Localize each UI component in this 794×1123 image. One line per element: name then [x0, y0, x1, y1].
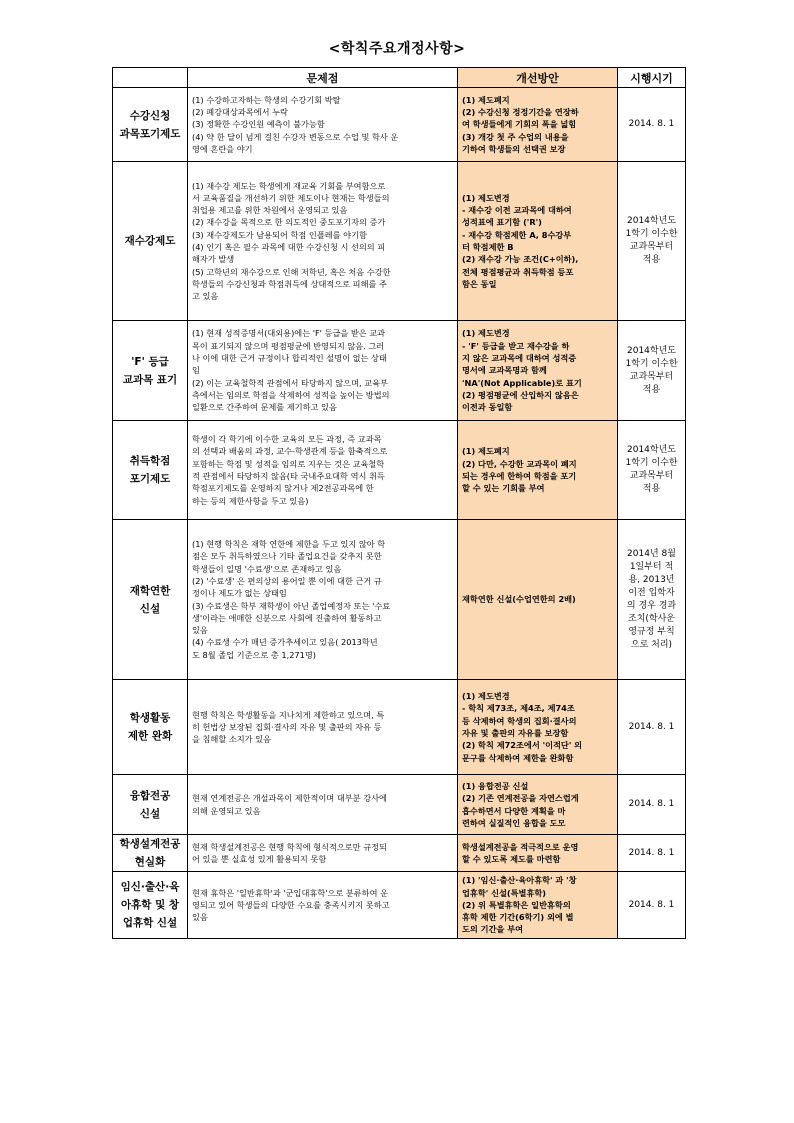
- item-name: [113, 680, 188, 775]
- table-row: [113, 321, 686, 421]
- date-line: 1학기 이수한: [625, 358, 678, 369]
- plan-line: (1) 융합전공 신설: [462, 780, 529, 791]
- header-problem: 문제점: [188, 68, 458, 88]
- problem-line: (2) 폐강대상과목에서 누락: [192, 107, 288, 118]
- page-title: <학칙주요개정사항>: [328, 41, 466, 57]
- problem-line: 의 선택과 배움의 과정, 교수-학생관계 등을 함축적으로: [192, 446, 388, 457]
- date-line: 교과목부터: [629, 471, 674, 481]
- problem-line: (2) '수료생' 은 편의상의 용어일 뿐 이에 대한 근거 규: [192, 575, 382, 586]
- plan-line: (2) 수강신청 정정기간을 연장하: [462, 107, 579, 118]
- date-line: 적용: [642, 384, 661, 395]
- problem-line: 생'이라는 애매한 신분으로 사회에 진출하여 활동하고: [192, 612, 382, 623]
- date-cell: [618, 775, 686, 835]
- table-row: [113, 872, 686, 939]
- problem-line: 일환으로 간주하여 문제를 제기하고 있음: [192, 402, 337, 413]
- item-line: 수강신청: [129, 109, 171, 122]
- problem-line: 학생이 각 학기에 이수한 교육의 모든 과정, 즉 교과목: [192, 434, 382, 445]
- plan-line: (2) 위 특별휴학은 일반휴학의: [462, 899, 571, 910]
- date-line: 적용: [642, 484, 661, 494]
- problem-line: 나 이에 대한 근거 규정이나 합리적인 설명이 없는 상태: [192, 353, 387, 364]
- plan-cell: [458, 775, 618, 835]
- problem-line: 학점포기제도를 운영하지 않거나 제2전공과목에 한: [192, 483, 374, 494]
- problem-line: 영되고 있어 학생들의 다양한 수요를 충족시키지 못하고: [192, 899, 390, 910]
- problem-line: (1) 수강하고자하는 학생의 수강기회 박탈: [192, 94, 341, 105]
- problem-line: 있음: [192, 912, 208, 923]
- plan-line: 할 수 있는 기회를 부여: [462, 483, 545, 494]
- plan-line: (1) 제도변경: [462, 691, 510, 702]
- problem-line: (3) 재수강제도가 남용되어 학점 인플레를 야기함: [192, 229, 367, 240]
- plan-line: (2) 학칙 제72조에서 '이적단' 의: [462, 740, 583, 751]
- date-line: 이전 입학자: [628, 587, 675, 598]
- item-line: 과목포기제도: [119, 127, 181, 140]
- date-cell: [618, 421, 686, 520]
- item-name: [113, 321, 188, 421]
- problem-line: 하는 등의 제한사항을 두고 있음): [192, 495, 309, 506]
- plan-line: (2) 기존 연계전공을 자연스럽게: [462, 793, 579, 804]
- problem-line: 포함하는 학점 및 성적을 임의로 지우는 것은 교육철학: [192, 458, 385, 469]
- plan-line: 명서에 교과목명과 함께: [462, 365, 547, 376]
- plan-line: 함은 동일: [462, 278, 497, 289]
- date-line: 1학기 이수한: [625, 458, 678, 468]
- problem-line: 있음: [192, 625, 208, 636]
- date-line: 2014학년도: [627, 216, 676, 226]
- problem-line: 목이 표기되지 않으며 평점평균에 반영되지 않음. 그러: [192, 340, 385, 351]
- plan-line: 재학연한 신설(수업연한의 2배): [462, 594, 576, 605]
- plan-cell: [458, 872, 618, 939]
- plan-line: (2) 평점평균에 산입하지 않음은: [462, 389, 579, 400]
- plan-line: 할 수 있도록 제도를 마련함: [462, 854, 561, 864]
- problem-line: (2) 재수강을 목적으로 한 의도적인 중도포기자의 증가: [192, 217, 386, 228]
- plan-line: (2) 다만, 수강한 교과목이 폐지: [462, 458, 577, 469]
- plan-line: 등 삭제하여 학생의 집회·결사의: [462, 715, 577, 726]
- problem-line: (1) 재수강 제도는 학생에게 재교육 기회를 부여함으로: [192, 180, 386, 191]
- plan-line: 성적표에 표기함 ('R'): [462, 217, 542, 228]
- table-row: [113, 88, 686, 162]
- item-line: 현실화: [134, 856, 166, 868]
- date-line: 교과목부터: [629, 242, 674, 252]
- problem-cell: [188, 520, 458, 680]
- table-row: [113, 520, 686, 680]
- problem-cell: [188, 421, 458, 520]
- plan-cell: [458, 421, 618, 520]
- problem-line: 을 침해할 소지가 있음: [192, 734, 271, 745]
- plan-line: (1) '임신·출산·육아휴학' 과 '창: [462, 875, 577, 886]
- plan-line: 학생설계전공을 적극적으로 운영: [462, 841, 579, 852]
- problem-line: (1) 현재 성적증명서(대외용)에는 'F' 등급을 받은 교과: [192, 328, 386, 339]
- table-header-row: [113, 68, 686, 88]
- plan-line: (1) 제도폐지: [462, 446, 510, 457]
- plan-line: 이전과 동일함: [462, 402, 513, 413]
- header-item: [113, 68, 188, 88]
- item-name: [113, 162, 188, 321]
- header-date: 시행시기: [618, 68, 686, 88]
- date-line: 1일부터 적: [629, 561, 674, 572]
- date-cell: [618, 321, 686, 421]
- item-line: 융합전공: [129, 789, 171, 802]
- plan-line: 되는 경우에 한하여 학점을 포기: [462, 471, 577, 481]
- date-line: 2014. 8. 1: [628, 119, 675, 129]
- date-cell: [618, 162, 686, 321]
- problem-line: 현행 학칙은 학생활동을 지나치게 제한하고 있으며, 특: [192, 709, 385, 720]
- plan-cell: [458, 88, 618, 162]
- date-line: 1학기 이수한: [625, 229, 678, 239]
- date-line: 으로 처리): [630, 639, 673, 650]
- problem-line: 취업용 제고를 위한 차원에서 운영되고 있음: [192, 205, 348, 216]
- plan-line: 전체 평점평균과 취득학점 등포: [462, 266, 574, 277]
- problem-cell: [188, 680, 458, 775]
- date-line: 용, 2013년: [628, 574, 675, 585]
- date-cell: [618, 835, 686, 872]
- item-line: 재학연한: [129, 584, 171, 597]
- item-line: 'F' 등급: [131, 355, 169, 368]
- item-line: 학생설계전공: [119, 838, 181, 850]
- date-line: 조치(학사운: [628, 613, 675, 624]
- item-line: 신설: [139, 807, 161, 820]
- plan-cell: [458, 680, 618, 775]
- plan-line: 자유 및 출판의 자유를 보장함: [462, 728, 569, 738]
- problem-cell: [188, 835, 458, 872]
- date-line: 영규정 부칙: [628, 626, 675, 637]
- item-line: 업휴학 신설: [122, 917, 178, 929]
- item-line: 재수강제도: [124, 235, 176, 247]
- plan-line: (1) 제도변경: [462, 192, 510, 203]
- problem-line: (4) 수료생 수가 매년 증가추세이고 있음( 2013학년: [192, 637, 378, 648]
- item-line: 포기제도: [129, 473, 171, 485]
- item-name: [113, 775, 188, 835]
- problem-line: 어 있을 뿐 실효성 있게 활용되지 못함: [192, 854, 327, 864]
- plan-line: 업휴학' 신설(특별휴학): [462, 887, 547, 898]
- plan-line: (1) 제도폐지: [462, 94, 510, 105]
- plan-line: 도의 기간을 부여: [462, 924, 524, 935]
- problem-cell: [188, 88, 458, 162]
- problem-line: 현재 연계전공은 개설과목이 제한적이며 대부분 강사에: [192, 793, 387, 804]
- date-line: 적용: [642, 255, 661, 265]
- plan-line: - 학칙 제73조, 제4조, 제74조: [462, 703, 575, 714]
- date-cell: [618, 872, 686, 939]
- plan-line: 'NA'(Not Applicable)로 표기: [462, 377, 582, 388]
- plan-line: (2) 재수강 가능 조건(C+이하),: [462, 254, 579, 265]
- plan-line: 문구를 삭제하여 제한을 완화함: [462, 752, 574, 763]
- plan-cell: [458, 835, 618, 872]
- table-row: [113, 421, 686, 520]
- date-line: 교과목부터: [629, 371, 674, 382]
- item-line: 아휴학 및 창: [120, 899, 180, 911]
- plan-line: (3) 개강 첫 주 수업의 내용을: [462, 131, 569, 142]
- problem-line: 학생들이 일명 '수료생'으로 존재하고 있음: [192, 563, 342, 574]
- problem-line: 학생들의 수강신청과 학점취득에 상대적으로 피해를 주: [192, 278, 387, 289]
- item-line: 교과목 표기: [122, 373, 178, 386]
- item-line: 임신·출산·육: [120, 881, 180, 893]
- date-line: 2014학년도: [627, 345, 676, 356]
- plan-line: 지 않은 교과목에 대하여 성적증: [462, 353, 577, 364]
- problem-line: 임: [192, 365, 200, 376]
- date-cell: [618, 88, 686, 162]
- date-cell: [618, 520, 686, 680]
- plan-line: 터 학점제한 B: [462, 242, 514, 252]
- table-row: [113, 680, 686, 775]
- date-line: 2014. 8. 1: [628, 721, 675, 732]
- item-line: 신설: [139, 602, 161, 615]
- problem-line: (4) 약 한 달이 넘게 걸친 수강자 변동으로 수업 및 학사 운: [192, 131, 399, 142]
- problem-cell: [188, 162, 458, 321]
- problem-line: (5) 고학년의 재수강으로 인해 저학년, 혹은 처음 수강한: [192, 266, 391, 277]
- problem-line: (1) 현행 학칙은 재학 연한에 제한을 두고 있지 않아 학: [192, 539, 386, 550]
- table-row: [113, 162, 686, 321]
- item-name: [113, 88, 188, 162]
- date-line: 2014. 8. 1: [628, 799, 675, 809]
- problem-line: 해자가 발생: [192, 254, 235, 265]
- plan-line: - 재수강 이전 교과목에 대하여: [462, 205, 572, 216]
- table-row: [113, 835, 686, 872]
- problem-line: 현재 학생설계전공은 현행 학칙에 형식적으로만 규정되: [192, 841, 387, 852]
- problem-line: 정이나 제도가 없는 상태임: [192, 588, 287, 599]
- problem-line: 고 있음: [192, 291, 219, 302]
- problem-line: 서 교육품질을 개선하기 위한 제도이나 현재는 학생들의: [192, 192, 390, 203]
- plan-line: 여 학생들에게 기회의 폭을 넓힘: [462, 119, 577, 130]
- problem-line: (3) 수료생은 학부 재학생이 아닌 졸업예정자 또는 '수료: [192, 600, 391, 611]
- plan-line: 흡수하면서 다양한 계획을 마: [462, 805, 566, 816]
- item-name: [113, 872, 188, 939]
- item-line: 제한 완화: [127, 730, 173, 742]
- problem-cell: [188, 775, 458, 835]
- date-line: 2014년 8월: [627, 548, 676, 559]
- header-plan: 개선방안: [458, 68, 618, 88]
- problem-cell: [188, 321, 458, 421]
- revision-table: [112, 67, 686, 939]
- item-name: [113, 520, 188, 680]
- date-line: 2014. 8. 1: [628, 899, 675, 910]
- plan-cell: [458, 520, 618, 680]
- table-row: [113, 775, 686, 835]
- problem-line: (2) 이는 교육철학적 관점에서 타당하지 않으며, 교육부: [192, 377, 388, 388]
- problem-cell: [188, 872, 458, 939]
- problem-line: 적 관점에서 타당하지 않음(타 국내주요대학 역시 취득: [192, 471, 385, 481]
- problem-line: 현재 휴학은 '일반휴학'과 '군입대휴학'으로 분류하여 운: [192, 887, 389, 898]
- plan-line: - 재수강 학점제한 A, 8수강부: [462, 229, 572, 240]
- problem-line: 점은 모두 취득하였으나 기타 졸업요건을 갖추지 못한: [192, 551, 382, 562]
- problem-line: 도 8월 졸업 기준으로 총 1,271명): [192, 649, 316, 660]
- plan-line: (1) 제도변경: [462, 328, 510, 339]
- plan-cell: [458, 321, 618, 421]
- date-cell: [618, 680, 686, 775]
- problem-line: (4) 인기 혹은 필수 과목에 대한 수강신청 시 선의의 피: [192, 242, 386, 252]
- item-name: [113, 421, 188, 520]
- plan-cell: [458, 162, 618, 321]
- plan-line: - 'F' 등급을 받고 재수강을 하: [462, 340, 570, 351]
- item-line: 학생활동: [129, 712, 171, 724]
- item-name: [113, 835, 188, 872]
- problem-line: 의해 운영되고 있음: [192, 805, 261, 816]
- plan-line: 기하여 학생들의 선택권 보장: [462, 143, 566, 154]
- item-line: 취득학점: [129, 455, 171, 467]
- date-line: 2014학년도: [627, 445, 676, 455]
- problem-line: 측에서는 임의로 학점을 삭제하여 성적을 높이는 방법의: [192, 389, 390, 400]
- date-line: 의 경우 경과: [626, 600, 677, 611]
- plan-line: 련하여 실질적인 융합을 도모: [462, 817, 566, 828]
- problem-line: 히 헌법상 보장된 집회·결사의 자유 및 출판의 자유 등: [192, 721, 382, 732]
- plan-line: 휴학 제한 기간(6학기) 외에 별: [462, 912, 574, 923]
- date-line: 2014. 8. 1: [628, 847, 675, 858]
- problem-line: (3) 정확한 수강인원 예측이 불가능함: [192, 119, 325, 130]
- problem-line: 영에 혼란을 야기: [192, 143, 253, 154]
